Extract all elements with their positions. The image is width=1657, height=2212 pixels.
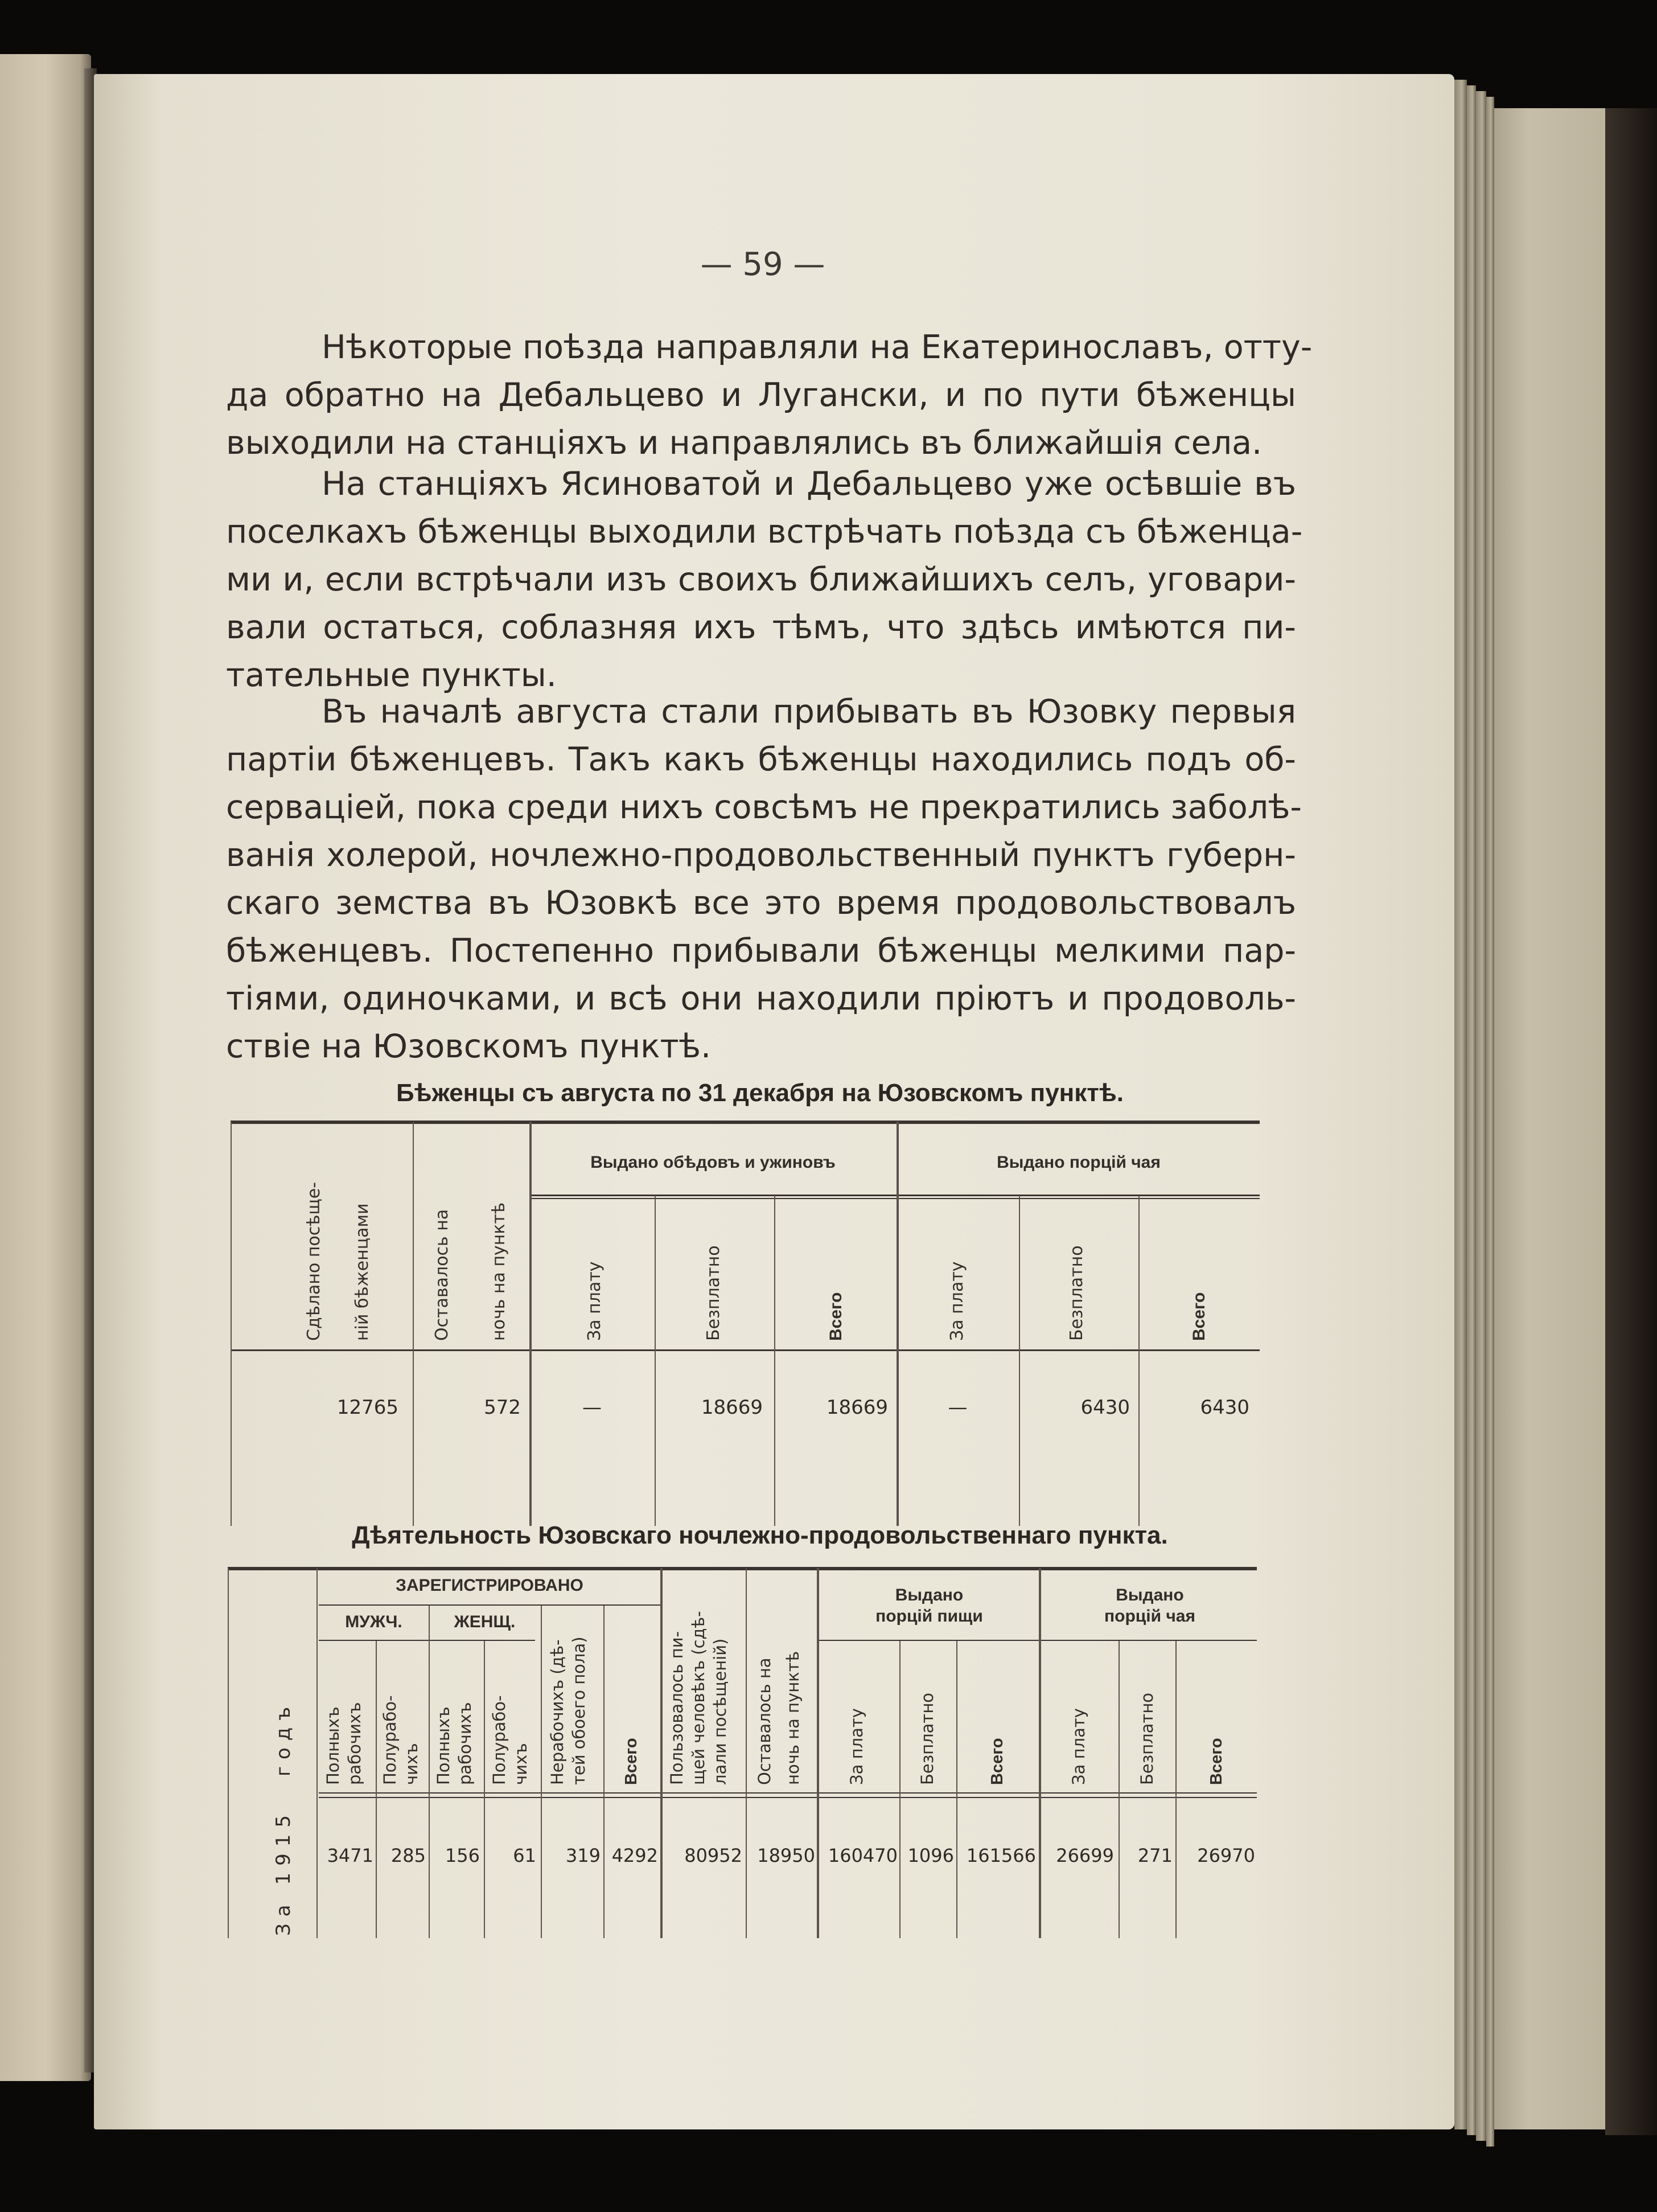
table-rule — [319, 1792, 1257, 1794]
page-edge — [1467, 85, 1476, 2135]
table-rule — [429, 1606, 430, 1938]
table-cell: 26699 — [1056, 1845, 1114, 1866]
text-line: Нѣкоторые поѣзда направляли на Екатеринославъ, отту- — [322, 329, 1313, 366]
column-header: Полурабо- — [490, 1695, 509, 1785]
table-rule — [1039, 1568, 1041, 1938]
column-header: Оставалось на — [755, 1657, 774, 1785]
table-rule — [603, 1606, 605, 1938]
table-rule — [1019, 1196, 1020, 1526]
table-cell: 160470 — [828, 1845, 898, 1866]
column-header-visits: Сдѣлано посѣще- — [304, 1181, 324, 1341]
text-line: тательные пункты. — [226, 656, 557, 694]
group-header-tea: Выдано порцій чая — [997, 1153, 1161, 1172]
text-line: да обратно на Дебальцево и Лугански, и по пути бѣженцы — [226, 376, 1296, 414]
table-rule — [746, 1568, 747, 1938]
table-rule — [660, 1568, 663, 1938]
table-cell: 18950 — [757, 1845, 815, 1866]
table-cell: 6430 — [1200, 1396, 1249, 1419]
column-header-overnight: ночь на пунктѣ — [489, 1202, 509, 1341]
table-cell: 3471 — [327, 1845, 373, 1866]
page-edge — [1486, 97, 1494, 2147]
column-header: рабочихъ — [455, 1702, 475, 1785]
table-rule — [228, 1567, 1257, 1570]
table-rule — [231, 1121, 1260, 1124]
table-rule — [774, 1196, 775, 1526]
group-header-food: порцій пищи — [875, 1607, 983, 1626]
table-cell: 4292 — [611, 1845, 658, 1866]
column-header: Всего — [988, 1738, 1006, 1785]
book-cover — [1605, 108, 1657, 2135]
table-cell: — — [582, 1396, 602, 1419]
text-line: тіями, одиночками, и всѣ они находили пріютъ и продоволь- — [226, 980, 1296, 1017]
column-header: Безплатно — [918, 1692, 937, 1785]
text-line: ванія холерой, ночлежно-продовольственный пунктъ губерн- — [226, 836, 1296, 874]
group-header-tea: порцій чая — [1104, 1607, 1195, 1626]
table-cell: 319 — [565, 1845, 601, 1866]
table-rule — [319, 1640, 535, 1641]
column-header-visits: ній бѣженцами — [352, 1203, 372, 1341]
group-header-meals: Выдано обѣдовъ и ужиновъ — [590, 1153, 836, 1172]
table-cell: 18669 — [826, 1396, 888, 1419]
group-header-women: ЖЕНЩ. — [454, 1612, 516, 1631]
table-cell: 161566 — [966, 1845, 1036, 1866]
text-line: партіи бѣженцевъ. Такъ какъ бѣженцы находились подъ об- — [226, 741, 1296, 778]
column-header: Полныхъ — [434, 1706, 453, 1785]
table-rule — [228, 1568, 229, 1938]
page-edge — [1476, 91, 1486, 2141]
column-header-free: Безплатно — [704, 1245, 723, 1341]
table-cell: 271 — [1137, 1845, 1173, 1866]
column-header: Безплатно — [1137, 1692, 1157, 1785]
table-cell: — — [948, 1396, 968, 1419]
table-cell: 156 — [445, 1845, 480, 1866]
table-rule — [1119, 1641, 1120, 1938]
table-rule — [541, 1606, 542, 1938]
column-header: лали посѣщеній) — [710, 1638, 730, 1785]
text-line: серваціей, пока среди нихъ совсѣмъ не прекратились заболѣ- — [226, 789, 1302, 826]
column-header: За плату — [1069, 1708, 1088, 1785]
table-rule — [1138, 1196, 1140, 1526]
table-1-caption: Бѣженцы съ августа по 31 декабря на Юзовскомъ пунктѣ. — [396, 1079, 1124, 1107]
row-label: За 1915 — [272, 1808, 295, 1936]
column-header: чихъ — [402, 1743, 421, 1785]
left-page-edge — [0, 54, 91, 2081]
column-header: Нерабочихъ (дѣ- — [548, 1639, 567, 1785]
column-header: Пользовалось пи- — [667, 1631, 686, 1785]
column-header: щей человѣкъ (сдѣ- — [689, 1611, 708, 1785]
column-header: ночь на пунктѣ — [783, 1651, 803, 1785]
text-line: На станціяхъ Ясиноватой и Дебальцево уже осѣвшіе въ — [322, 465, 1296, 503]
text-line: ствіе на Юзовскомъ пунктѣ. — [226, 1028, 712, 1065]
table-cell: 285 — [390, 1845, 426, 1866]
table-rule — [319, 1797, 1257, 1798]
table-rule — [897, 1122, 899, 1526]
table-rule — [655, 1196, 656, 1526]
table-rule — [1175, 1641, 1177, 1938]
column-header: Всего — [622, 1738, 640, 1785]
table-rule — [899, 1641, 901, 1938]
column-header-overnight: Оставалось на — [432, 1209, 452, 1341]
table-rule — [231, 1349, 1260, 1351]
column-header: Полурабо- — [380, 1695, 400, 1785]
column-header: За плату — [847, 1708, 866, 1785]
text-line: скаго земства въ Юзовкѣ все это время продовольствовалъ — [226, 884, 1296, 922]
table-cell: 12765 — [336, 1396, 398, 1419]
table-rule — [529, 1195, 1260, 1196]
column-header: тей обоего пола) — [569, 1636, 589, 1785]
table-rule — [316, 1568, 318, 1938]
table-rule — [529, 1122, 532, 1526]
group-header-registered: ЗАРЕГИСТРИРОВАНО — [396, 1576, 583, 1595]
text-line: вали остаться, соблазняя ихъ тѣмъ, что здѣсь имѣются пи- — [226, 609, 1296, 646]
column-header-paid: За плату — [585, 1261, 605, 1341]
page-edge — [1454, 80, 1467, 2129]
text-line: поселкахъ бѣженцы выходили встрѣчать поѣзда съ бѣженца- — [226, 513, 1303, 551]
group-header-tea: Выдано — [1116, 1586, 1184, 1604]
table-cell: 26970 — [1197, 1845, 1255, 1866]
text-line: бѣженцевъ. Постепенно прибывали бѣженцы мелкими пар- — [226, 932, 1296, 970]
column-header: Полныхъ — [323, 1706, 343, 1785]
page-number: — 59 — — [700, 246, 825, 283]
text-line: выходили на станціяхъ и направлялись въ ближайшія села. — [226, 424, 1263, 462]
table-cell: 6430 — [1080, 1396, 1130, 1419]
column-header-total: Всего — [1190, 1292, 1208, 1341]
column-header: чихъ — [511, 1743, 531, 1785]
table-cell: 18669 — [701, 1396, 763, 1419]
group-header-food: Выдано — [895, 1586, 964, 1604]
group-header-men: МУЖЧ. — [345, 1612, 402, 1631]
table-rule — [956, 1641, 957, 1938]
table-rule — [413, 1122, 414, 1526]
table-cell: 80952 — [684, 1845, 742, 1866]
table-2-caption: Дѣятельность Юзовскаго ночлежно-продовольственнаго пункта. — [352, 1521, 1168, 1549]
text-line: ми и, если встрѣчали изъ своихъ ближайшихъ селъ, уговари- — [226, 561, 1296, 598]
table-rule — [817, 1640, 1257, 1641]
column-header-paid: За плату — [947, 1261, 967, 1341]
column-header-total: Всего — [827, 1292, 845, 1341]
table-rule — [484, 1641, 485, 1938]
table-rule — [817, 1568, 819, 1938]
table-rule — [376, 1641, 377, 1938]
text-line: Въ началѣ августа стали прибывать въ Юзовку первыя — [322, 693, 1296, 731]
column-header-free: Безплатно — [1067, 1245, 1087, 1341]
table-cell: 1096 — [907, 1845, 954, 1866]
year-header: годъ — [272, 1700, 295, 1776]
table-rule — [231, 1122, 232, 1526]
table-cell: 61 — [513, 1845, 536, 1866]
table-rule — [529, 1198, 1260, 1199]
column-header: Всего — [1207, 1738, 1226, 1785]
underlying-page — [1494, 108, 1608, 2129]
column-header: рабочихъ — [345, 1702, 364, 1785]
table-rule — [319, 1604, 660, 1606]
table-cell: 572 — [484, 1396, 521, 1419]
